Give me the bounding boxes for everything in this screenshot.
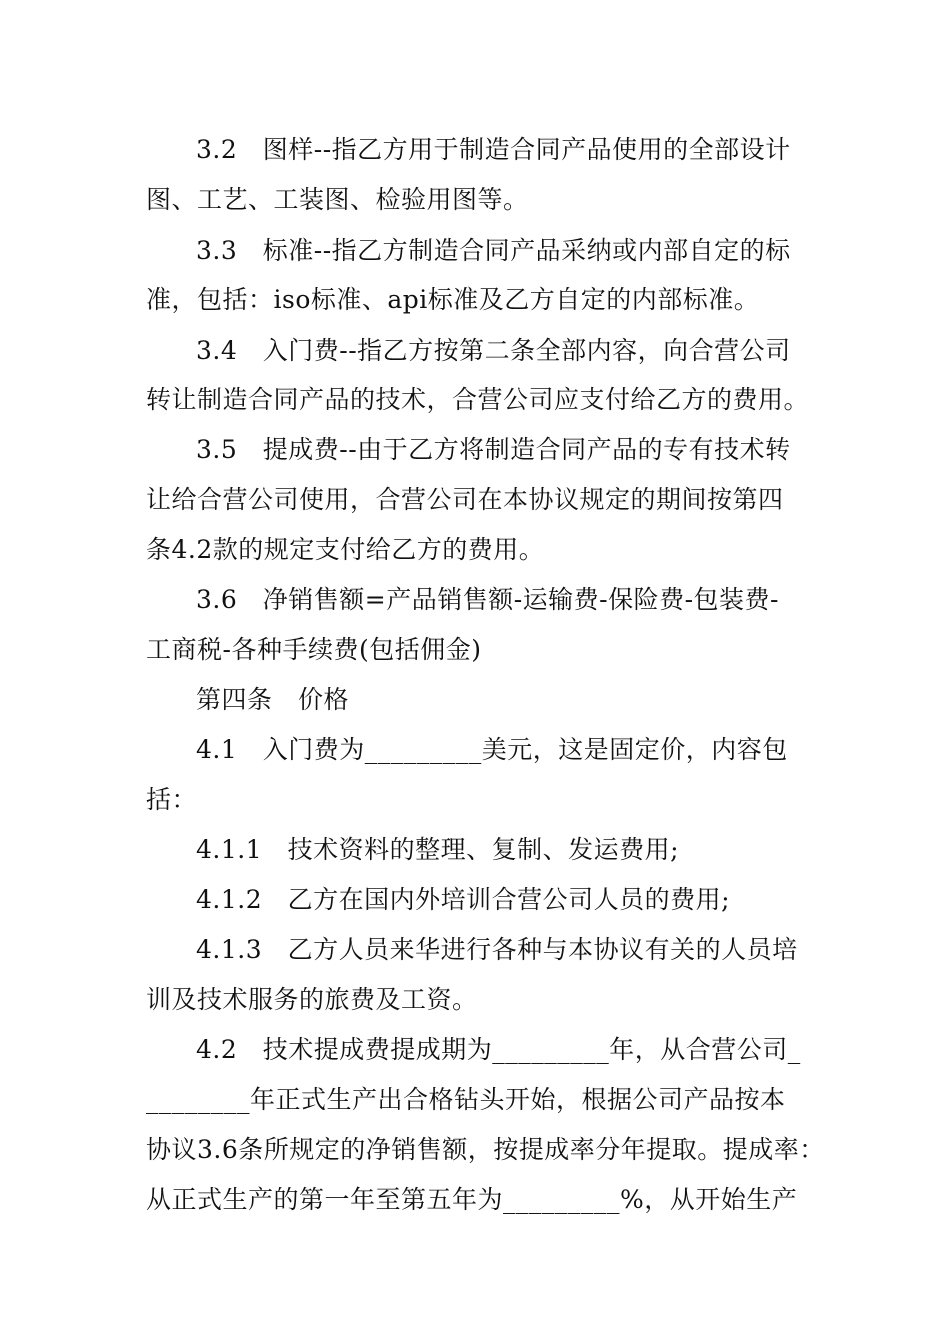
clause-3-5-line-3: 条4.2款的规定支付给乙方的费用。: [146, 535, 545, 564]
clause-4-2-line-2: ________年正式生产出合格钻头开始，根据公司产品按本: [146, 1085, 786, 1114]
clause-4-1-line-2: 括：: [146, 785, 198, 814]
clause-3-5-line-1: 3.5 提成费--由于乙方将制造合同产品的专有技术转: [196, 435, 791, 464]
article-4-heading: 第四条 价格: [196, 685, 350, 714]
clause-4-2-line-3: 协议3.6条所规定的净销售额，按提成率分年提取。提成率：: [146, 1135, 825, 1164]
clause-3-3-line-1: 3.3 标准--指乙方制造合同产品采纳或内部自定的标: [196, 236, 791, 265]
clause-3-4-line-2: 转让制造合同产品的技术，合营公司应支付给乙方的费用。: [146, 385, 810, 414]
clause-3-4-line-1: 3.4 入门费--指乙方按第二条全部内容，向合营公司: [196, 336, 791, 365]
clause-3-2-line-1: 3.2 图样--指乙方用于制造合同产品使用的全部设计: [196, 135, 791, 164]
clause-3-6-line-2: 工商税-各种手续费(包括佣金): [146, 635, 482, 664]
clause-3-5-line-2: 让给合营公司使用，合营公司在本协议规定的期间按第四: [146, 485, 784, 514]
clause-4-1-2: 4.1.2 乙方在国内外培训合营公司人员的费用;: [196, 885, 731, 914]
clause-3-6-line-1: 3.6 净销售额=产品销售额-运输费-保险费-包装费-: [196, 585, 779, 614]
clause-4-2-line-4: 从正式生产的第一年至第五年为_________%，从开始生产: [146, 1185, 798, 1214]
clause-4-1-line-1: 4.1 入门费为_________美元，这是固定价，内容包: [196, 735, 788, 764]
clause-4-2-line-1: 4.2 技术提成费提成期为_________年，从合营公司_: [196, 1035, 801, 1064]
clause-4-1-1: 4.1.1 技术资料的整理、复制、发运费用;: [196, 835, 680, 864]
clause-3-3-line-2: 准，包括：iso标准、api标准及乙方自定的内部标准。: [146, 285, 760, 314]
clause-3-2-line-2: 图、工艺、工装图、检验用图等。: [146, 185, 529, 214]
clause-4-1-3-line-2: 训及技术服务的旅费及工资。: [146, 985, 478, 1014]
clause-4-1-3-line-1: 4.1.3 乙方人员来华进行各种与本协议有关的人员培: [196, 935, 798, 964]
